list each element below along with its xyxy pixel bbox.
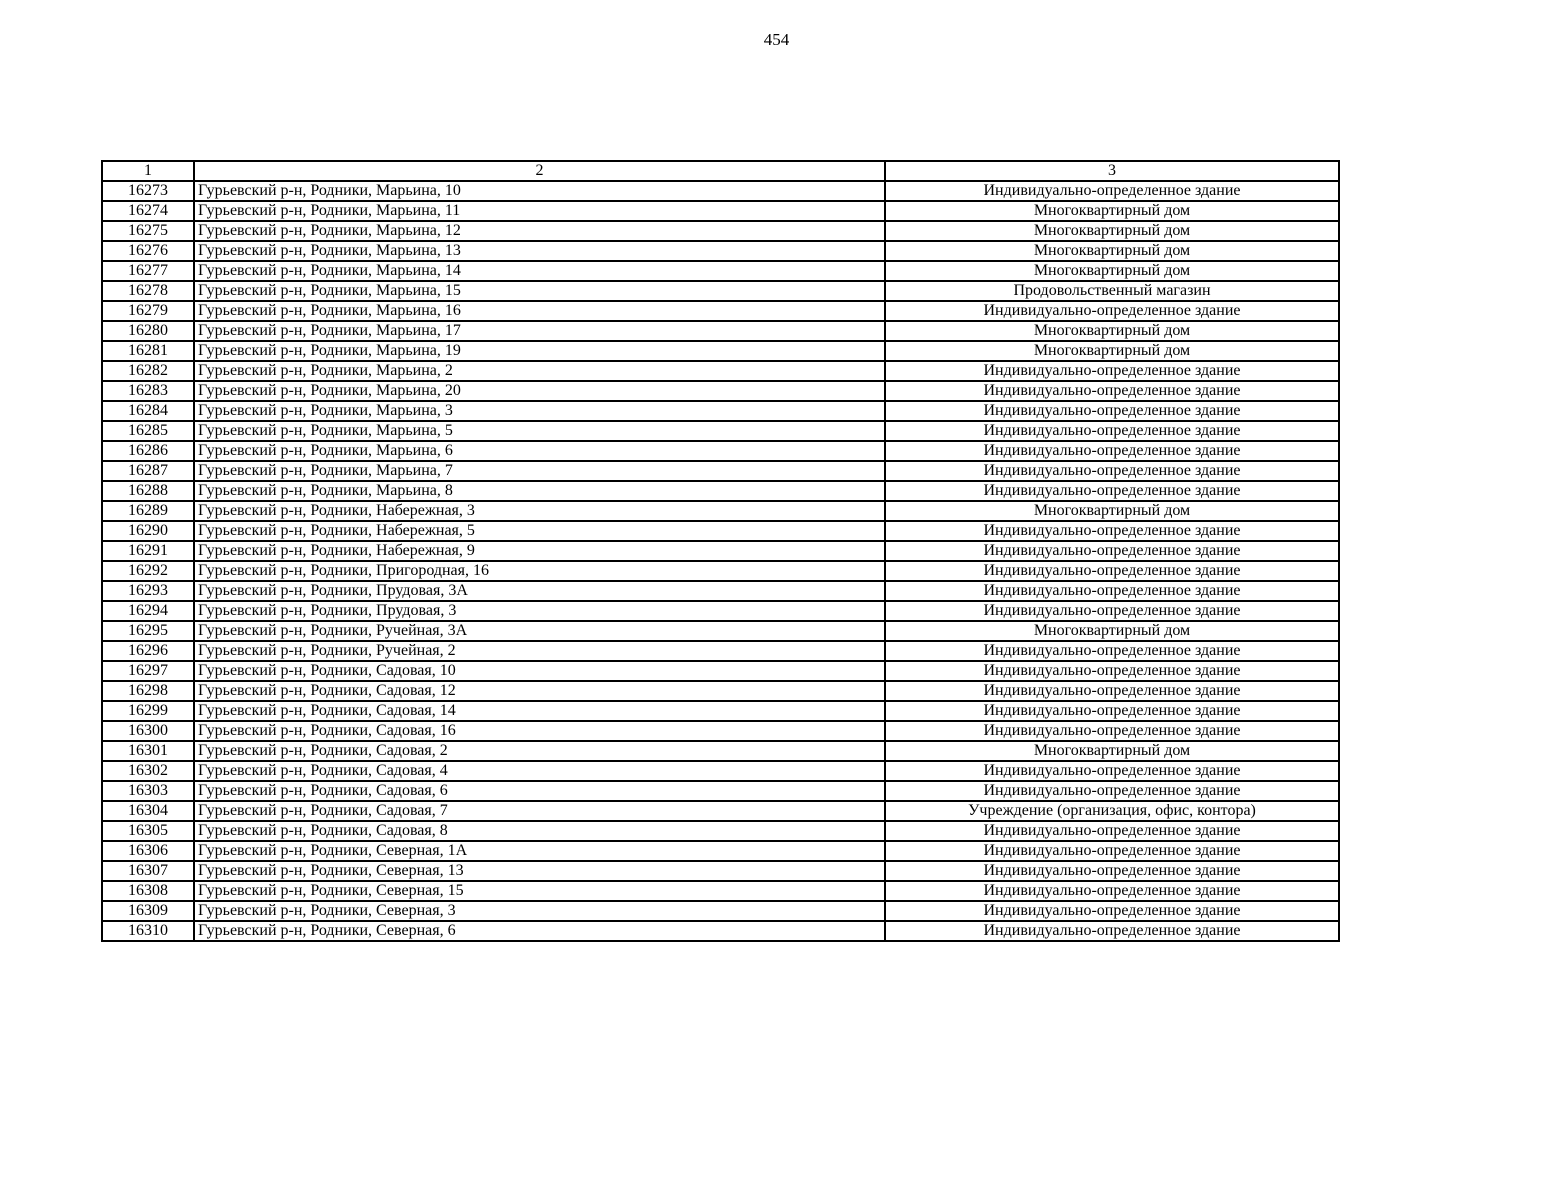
address-cell: Гурьевский р-н, Родники, Ручейная, 2 <box>194 641 885 661</box>
table-row <box>102 221 1339 241</box>
table-row <box>102 241 1339 261</box>
table-row <box>102 481 1339 501</box>
address-cell: Гурьевский р-н, Родники, Марьина, 5 <box>194 421 885 441</box>
row-number-cell: 16288 <box>102 481 194 501</box>
object-type-cell: Индивидуально-определенное здание <box>885 181 1339 201</box>
row-number-cell: 16273 <box>102 181 194 201</box>
address-cell: Гурьевский р-н, Родники, Ручейная, 3А <box>194 621 885 641</box>
object-type-cell: Многоквартирный дом <box>885 241 1339 261</box>
table-row <box>102 281 1339 301</box>
object-type-cell: Индивидуально-определенное здание <box>885 301 1339 321</box>
table-row <box>102 921 1339 941</box>
object-type-cell: Многоквартирный дом <box>885 621 1339 641</box>
table-row <box>102 381 1339 401</box>
registry-table-body <box>102 161 1339 941</box>
table-row <box>102 901 1339 921</box>
row-number-cell: 16293 <box>102 581 194 601</box>
table-row <box>102 581 1339 601</box>
table-row <box>102 261 1339 281</box>
table-row <box>102 821 1339 841</box>
row-number-cell: 16298 <box>102 681 194 701</box>
row-number-cell: 16303 <box>102 781 194 801</box>
address-cell: Гурьевский р-н, Родники, Пригородная, 16 <box>194 561 885 581</box>
object-type-cell: Индивидуально-определенное здание <box>885 381 1339 401</box>
table-row <box>102 321 1339 341</box>
address-cell: Гурьевский р-н, Родники, Северная, 6 <box>194 921 885 941</box>
table-row <box>102 681 1339 701</box>
object-type-cell: Индивидуально-определенное здание <box>885 701 1339 721</box>
table-row <box>102 201 1339 221</box>
object-type-cell: Индивидуально-определенное здание <box>885 921 1339 941</box>
object-type-cell: Многоквартирный дом <box>885 741 1339 761</box>
object-type-cell: Индивидуально-определенное здание <box>885 821 1339 841</box>
table-row <box>102 661 1339 681</box>
table-row <box>102 461 1339 481</box>
address-cell: Гурьевский р-н, Родники, Садовая, 4 <box>194 761 885 781</box>
address-cell: Гурьевский р-н, Родники, Набережная, 9 <box>194 541 885 561</box>
object-type-cell: Индивидуально-определенное здание <box>885 481 1339 501</box>
object-type-cell: Индивидуально-определенное здание <box>885 761 1339 781</box>
address-cell: Гурьевский р-н, Родники, Садовая, 10 <box>194 661 885 681</box>
table-row <box>102 521 1339 541</box>
column-header-1: 1 <box>102 161 194 181</box>
object-type-cell: Индивидуально-определенное здание <box>885 561 1339 581</box>
row-number-cell: 16276 <box>102 241 194 261</box>
table-row <box>102 621 1339 641</box>
row-number-cell: 16297 <box>102 661 194 681</box>
row-number-cell: 16281 <box>102 341 194 361</box>
table-row <box>102 441 1339 461</box>
table-row <box>102 741 1339 761</box>
address-cell: Гурьевский р-н, Родники, Садовая, 16 <box>194 721 885 741</box>
page-number: 454 <box>763 30 790 49</box>
object-type-cell: Индивидуально-определенное здание <box>885 601 1339 621</box>
row-number-cell: 16300 <box>102 721 194 741</box>
row-number-cell: 16283 <box>102 381 194 401</box>
row-number-cell: 16286 <box>102 441 194 461</box>
address-cell: Гурьевский р-н, Родники, Северная, 1А <box>194 841 885 861</box>
table-row <box>102 401 1339 421</box>
address-cell: Гурьевский р-н, Родники, Марьина, 8 <box>194 481 885 501</box>
address-cell: Гурьевский р-н, Родники, Марьина, 12 <box>194 221 885 241</box>
address-cell: Гурьевский р-н, Родники, Садовая, 8 <box>194 821 885 841</box>
row-number-cell: 16310 <box>102 921 194 941</box>
object-type-cell: Многоквартирный дом <box>885 201 1339 221</box>
row-number-cell: 16277 <box>102 261 194 281</box>
row-number-cell: 16308 <box>102 881 194 901</box>
row-number-cell: 16306 <box>102 841 194 861</box>
column-header-2: 2 <box>194 161 885 181</box>
registry-table <box>101 160 1340 942</box>
address-cell: Гурьевский р-н, Родники, Садовая, 12 <box>194 681 885 701</box>
row-number-cell: 16285 <box>102 421 194 441</box>
table-row <box>102 761 1339 781</box>
object-type-cell: Индивидуально-определенное здание <box>885 401 1339 421</box>
table-header-row <box>102 161 1339 181</box>
address-cell: Гурьевский р-н, Родники, Северная, 3 <box>194 901 885 921</box>
table-row <box>102 541 1339 561</box>
address-cell: Гурьевский р-н, Родники, Марьина, 11 <box>194 201 885 221</box>
object-type-cell: Индивидуально-определенное здание <box>885 781 1339 801</box>
table-row <box>102 561 1339 581</box>
object-type-cell: Индивидуально-определенное здание <box>885 721 1339 741</box>
object-type-cell: Многоквартирный дом <box>885 221 1339 241</box>
table-row <box>102 421 1339 441</box>
object-type-cell: Индивидуально-определенное здание <box>885 641 1339 661</box>
row-number-cell: 16305 <box>102 821 194 841</box>
table-row <box>102 841 1339 861</box>
object-type-cell: Индивидуально-определенное здание <box>885 901 1339 921</box>
address-cell: Гурьевский р-н, Родники, Марьина, 2 <box>194 361 885 381</box>
address-cell: Гурьевский р-н, Родники, Марьина, 15 <box>194 281 885 301</box>
row-number-cell: 16307 <box>102 861 194 881</box>
address-cell: Гурьевский р-н, Родники, Садовая, 6 <box>194 781 885 801</box>
row-number-cell: 16290 <box>102 521 194 541</box>
row-number-cell: 16280 <box>102 321 194 341</box>
object-type-cell: Учреждение (организация, офис, контора) <box>885 801 1339 821</box>
row-number-cell: 16299 <box>102 701 194 721</box>
address-cell: Гурьевский р-н, Родники, Марьина, 16 <box>194 301 885 321</box>
address-cell: Гурьевский р-н, Родники, Марьина, 17 <box>194 321 885 341</box>
row-number-cell: 16294 <box>102 601 194 621</box>
row-number-cell: 16278 <box>102 281 194 301</box>
row-number-cell: 16274 <box>102 201 194 221</box>
object-type-cell: Индивидуально-определенное здание <box>885 361 1339 381</box>
address-cell: Гурьевский р-н, Родники, Набережная, 3 <box>194 501 885 521</box>
table-row <box>102 881 1339 901</box>
object-type-cell: Многоквартирный дом <box>885 321 1339 341</box>
address-cell: Гурьевский р-н, Родники, Прудовая, 3А <box>194 581 885 601</box>
address-cell: Гурьевский р-н, Родники, Марьина, 3 <box>194 401 885 421</box>
object-type-cell: Индивидуально-определенное здание <box>885 521 1339 541</box>
object-type-cell: Продовольственный магазин <box>885 281 1339 301</box>
object-type-cell: Индивидуально-определенное здание <box>885 441 1339 461</box>
object-type-cell: Индивидуально-определенное здание <box>885 421 1339 441</box>
address-cell: Гурьевский р-н, Родники, Прудовая, 3 <box>194 601 885 621</box>
address-cell: Гурьевский р-н, Родники, Марьина, 10 <box>194 181 885 201</box>
row-number-cell: 16279 <box>102 301 194 321</box>
row-number-cell: 16292 <box>102 561 194 581</box>
object-type-cell: Индивидуально-определенное здание <box>885 681 1339 701</box>
table-row <box>102 601 1339 621</box>
column-header-3: 3 <box>885 161 1339 181</box>
table-row <box>102 801 1339 821</box>
row-number-cell: 16275 <box>102 221 194 241</box>
address-cell: Гурьевский р-н, Родники, Марьина, 14 <box>194 261 885 281</box>
row-number-cell: 16284 <box>102 401 194 421</box>
object-type-cell: Многоквартирный дом <box>885 341 1339 361</box>
object-type-cell: Индивидуально-определенное здание <box>885 861 1339 881</box>
address-cell: Гурьевский р-н, Родники, Марьина, 13 <box>194 241 885 261</box>
object-type-cell: Многоквартирный дом <box>885 261 1339 281</box>
table-row <box>102 181 1339 201</box>
table-row <box>102 641 1339 661</box>
address-cell: Гурьевский р-н, Родники, Садовая, 14 <box>194 701 885 721</box>
object-type-cell: Индивидуально-определенное здание <box>885 581 1339 601</box>
table-row <box>102 701 1339 721</box>
address-cell: Гурьевский р-н, Родники, Северная, 15 <box>194 881 885 901</box>
table-row <box>102 301 1339 321</box>
address-cell: Гурьевский р-н, Родники, Садовая, 7 <box>194 801 885 821</box>
object-type-cell: Индивидуально-определенное здание <box>885 541 1339 561</box>
row-number-cell: 16302 <box>102 761 194 781</box>
row-number-cell: 16301 <box>102 741 194 761</box>
table-row <box>102 341 1339 361</box>
address-cell: Гурьевский р-н, Родники, Северная, 13 <box>194 861 885 881</box>
object-type-cell: Индивидуально-определенное здание <box>885 461 1339 481</box>
address-cell: Гурьевский р-н, Родники, Марьина, 6 <box>194 441 885 461</box>
table-row <box>102 781 1339 801</box>
object-type-cell: Индивидуально-определенное здание <box>885 841 1339 861</box>
table-row <box>102 721 1339 741</box>
row-number-cell: 16296 <box>102 641 194 661</box>
row-number-cell: 16295 <box>102 621 194 641</box>
row-number-cell: 16282 <box>102 361 194 381</box>
table-row <box>102 361 1339 381</box>
object-type-cell: Многоквартирный дом <box>885 501 1339 521</box>
table-row <box>102 861 1339 881</box>
address-cell: Гурьевский р-н, Родники, Марьина, 20 <box>194 381 885 401</box>
table-row <box>102 501 1339 521</box>
row-number-cell: 16287 <box>102 461 194 481</box>
address-cell: Гурьевский р-н, Родники, Набережная, 5 <box>194 521 885 541</box>
row-number-cell: 16291 <box>102 541 194 561</box>
address-cell: Гурьевский р-н, Родники, Марьина, 7 <box>194 461 885 481</box>
address-cell: Гурьевский р-н, Родники, Марьина, 19 <box>194 341 885 361</box>
row-number-cell: 16304 <box>102 801 194 821</box>
row-number-cell: 16289 <box>102 501 194 521</box>
object-type-cell: Индивидуально-определенное здание <box>885 661 1339 681</box>
address-cell: Гурьевский р-н, Родники, Садовая, 2 <box>194 741 885 761</box>
row-number-cell: 16309 <box>102 901 194 921</box>
object-type-cell: Индивидуально-определенное здание <box>885 881 1339 901</box>
